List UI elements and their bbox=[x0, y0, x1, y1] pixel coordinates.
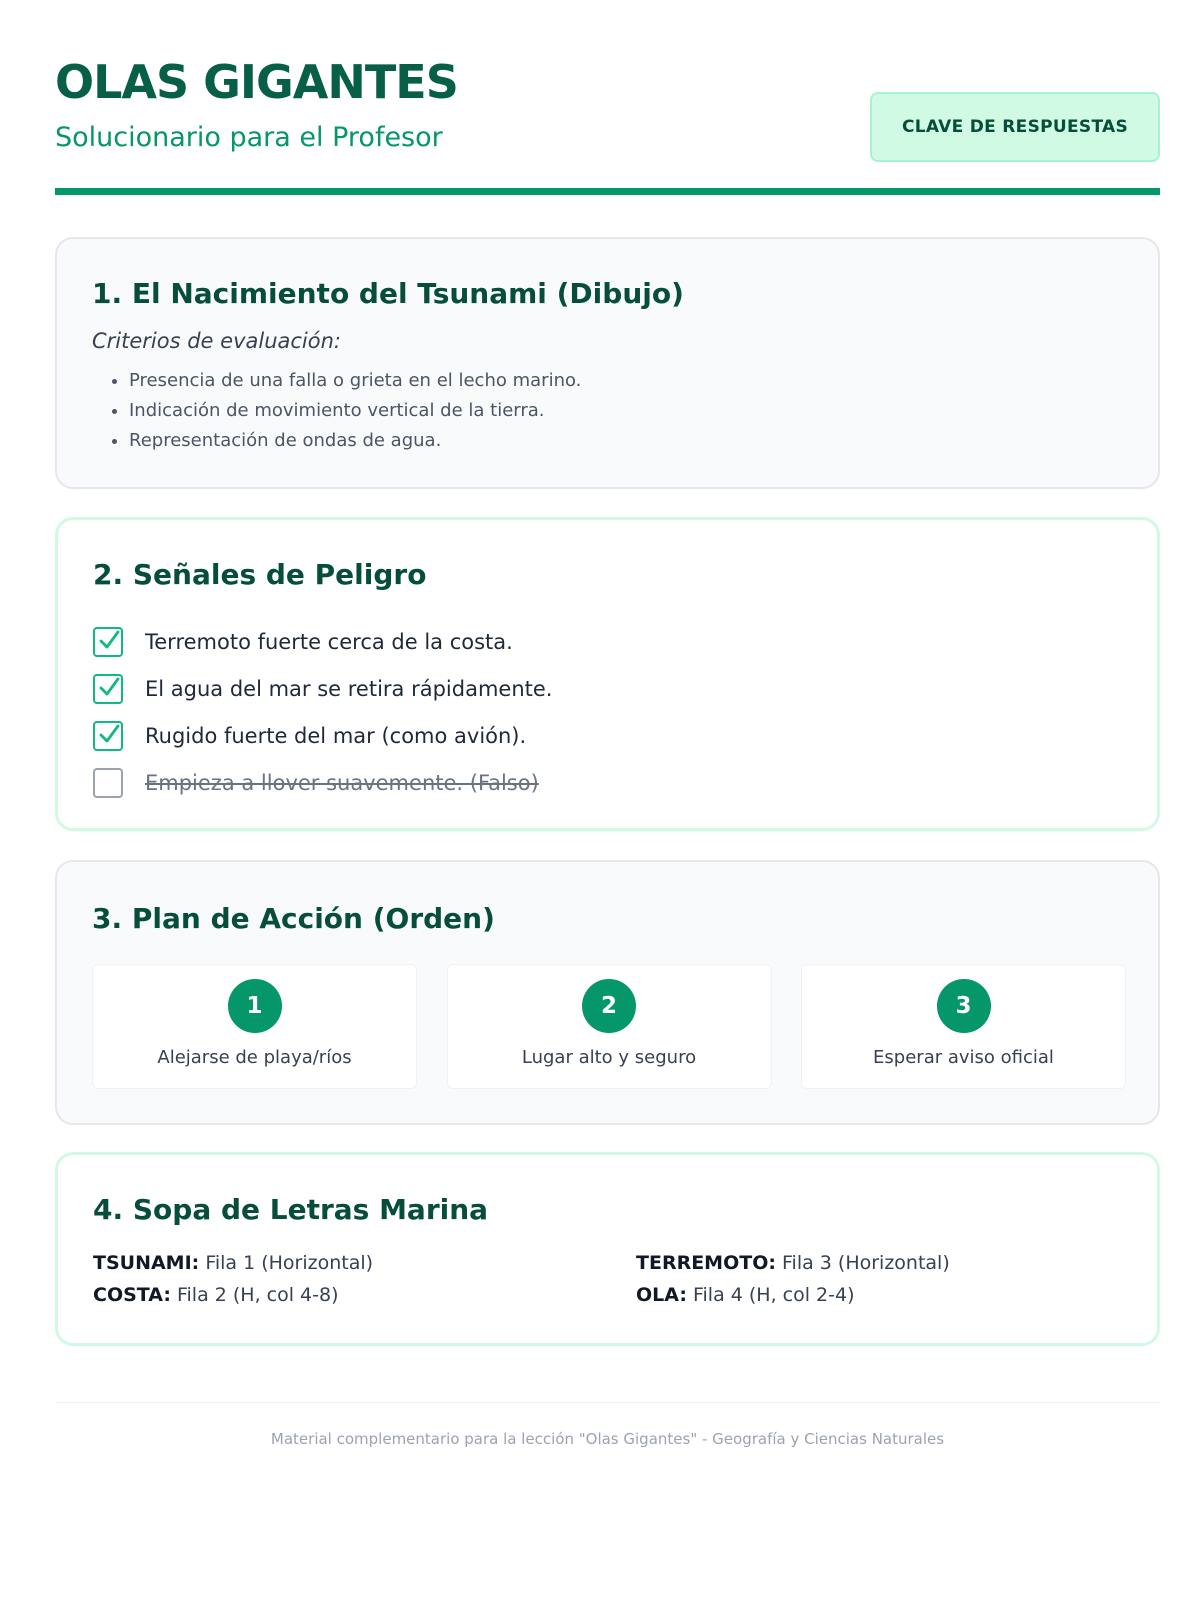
checklist bbox=[93, 618, 552, 806]
step-number-badge: 1 bbox=[228, 979, 282, 1033]
check-square-icon bbox=[93, 674, 123, 704]
page-header bbox=[55, 55, 1160, 195]
page-title: OLAS GIGANTES bbox=[55, 55, 458, 109]
section-heading: 4. Sopa de Letras Marina bbox=[93, 1193, 489, 1226]
answer-word: COSTA: bbox=[93, 1284, 171, 1306]
answer-word: TERREMOTO: bbox=[636, 1252, 776, 1274]
page-subtitle: Solucionario para el Profesor bbox=[55, 122, 443, 153]
checklist-item bbox=[93, 618, 552, 665]
step-card bbox=[447, 964, 772, 1089]
answer-item bbox=[636, 1252, 1123, 1274]
checklist-item bbox=[93, 759, 552, 806]
answer-word: OLA: bbox=[636, 1284, 687, 1306]
answer-location: Fila 1 (Horizontal) bbox=[205, 1252, 374, 1274]
checklist-item-label: Terremoto fuerte cerca de la costa. bbox=[145, 629, 513, 654]
empty-square-icon bbox=[93, 768, 123, 798]
footer-note: Material complementario para la lección "Olas Gigantes" - Geografía y Ciencias Naturales bbox=[270, 1430, 945, 1448]
section-danger-signs bbox=[55, 517, 1160, 831]
list-item: • Indicación de movimiento vertical de la tierra. bbox=[129, 396, 581, 426]
answer-item bbox=[93, 1284, 636, 1306]
answer-location: Fila 2 (H, col 4-8) bbox=[176, 1284, 339, 1306]
step-card bbox=[92, 964, 417, 1089]
header-divider bbox=[55, 188, 1160, 195]
checklist-item-label: El agua del mar se retira rápidamente. bbox=[145, 676, 553, 701]
section-action-plan bbox=[55, 860, 1160, 1125]
answer-item bbox=[93, 1252, 636, 1274]
steps-row bbox=[92, 964, 1126, 1089]
step-label: Alejarse de playa/ríos bbox=[157, 1047, 352, 1068]
section-word-search bbox=[55, 1152, 1160, 1346]
step-label: Esperar aviso oficial bbox=[873, 1047, 1054, 1068]
answers-grid bbox=[93, 1252, 1123, 1306]
section-heading: 1. El Nacimiento del Tsunami (Dibujo) bbox=[92, 277, 684, 310]
section-heading: 2. Señales de Peligro bbox=[93, 558, 427, 591]
section-heading: 3. Plan de Acción (Orden) bbox=[92, 902, 495, 935]
step-number-badge: 2 bbox=[582, 979, 636, 1033]
footer-divider bbox=[55, 1402, 1160, 1403]
step-card bbox=[801, 964, 1126, 1089]
list-item: • Presencia de una falla o grieta en el lecho marino. bbox=[129, 366, 581, 396]
list-item: • Representación de ondas de agua. bbox=[129, 426, 581, 456]
answer-item bbox=[636, 1284, 1123, 1306]
criteria-label: Criterios de evaluación: bbox=[92, 329, 341, 353]
checklist-item-label-false: Empieza a llover suavemente. (Falso) bbox=[145, 770, 539, 795]
answer-key-badge: CLAVE DE RESPUESTAS bbox=[870, 92, 1160, 162]
answer-word: TSUNAMI: bbox=[93, 1252, 200, 1274]
checklist-item bbox=[93, 712, 552, 759]
checklist-item-label: Rugido fuerte del mar (como avión). bbox=[145, 723, 527, 748]
criteria-list bbox=[129, 366, 581, 456]
step-label: Lugar alto y seguro bbox=[521, 1047, 697, 1068]
section-drawing-criteria bbox=[55, 237, 1160, 489]
step-number-badge: 3 bbox=[937, 979, 991, 1033]
answer-location: Fila 3 (Horizontal) bbox=[782, 1252, 950, 1274]
check-square-icon bbox=[93, 721, 123, 751]
answer-location: Fila 4 (H, col 2-4) bbox=[692, 1284, 855, 1306]
checklist-item bbox=[93, 665, 552, 712]
check-square-icon bbox=[93, 627, 123, 657]
